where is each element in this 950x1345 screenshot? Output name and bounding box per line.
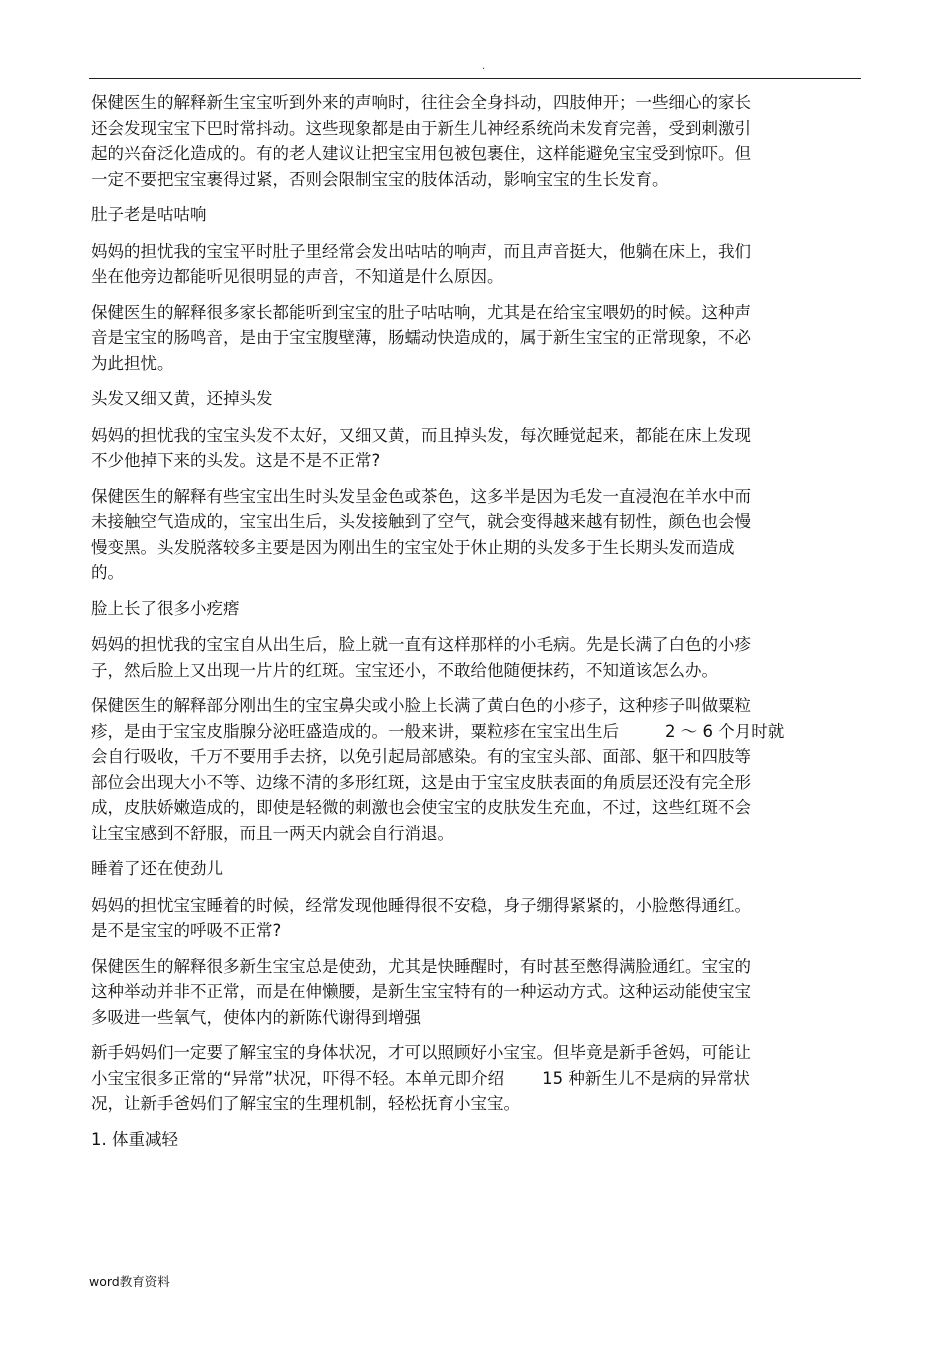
section-heading: 睡着了还在使劲儿	[91, 859, 223, 878]
text-line: 这种举动并非不正常，而是在伸懒腰，是新生宝宝特有的一种运动方式。这种运动能使宝宝	[91, 982, 751, 1001]
paragraph	[91, 1040, 831, 1117]
section-heading: 肚子老是咕咕响	[91, 205, 207, 224]
text-line: 是不是宝宝的呼吸不正常?	[91, 921, 282, 940]
text-line	[91, 719, 831, 745]
paragraph	[91, 954, 831, 1031]
text-line: 新手妈妈们一定要了解宝宝的身体状况，才可以照顾好小宝宝。但毕竟是新手爸妈，可能让	[91, 1043, 751, 1062]
text-line: 还会发现宝宝下巴时常抖动。这些现象都是由于新生儿神经系统尚未发育完善，受到刺激引	[91, 118, 751, 138]
paragraph	[91, 300, 831, 377]
text-line: 妈妈的担忧我的宝宝平时肚子里经常会发出咕咕的响声，而且声音挺大，他躺在床上，我们	[91, 241, 751, 261]
text-segment: 15 种新生儿不是病的异常状	[542, 1068, 750, 1088]
text-line: 妈妈的担忧宝宝睡着的时候，经常发现他睡得很不安稳，身子绷得紧紧的，小脸憋得通红。	[91, 895, 751, 915]
paragraph	[91, 693, 831, 846]
text-line: 妈妈的担忧我的宝宝头发不太好，又细又黄，而且掉头发，每次睡觉起来，都能在床上发现	[91, 425, 751, 445]
text-line: 为此担忧。	[91, 353, 174, 373]
section-heading: 脸上长了很多小疙瘩	[91, 598, 240, 618]
paragraph	[91, 484, 831, 586]
header-mark: .	[482, 61, 486, 72]
text-segment: 疹，是由于宝宝皮脂腺分泌旺盛造成的。一般来讲，粟粒疹在宝宝出生后	[91, 721, 619, 741]
text-line: 慢变黑。头发脱落较多主要是因为刚出生的宝宝处于休止期的头发多于生长期头发而造成	[91, 537, 735, 557]
paragraph	[91, 893, 831, 944]
text-line: 保健医生的解释新生宝宝听到外来的声响时，往往会全身抖动，四肢伸开；一些细心的家长	[91, 93, 751, 112]
text-line: 会自行吸收，千万不要用手去挤，以免引起局部感染。有的宝宝头部、面部、躯干和四肢等	[91, 747, 751, 766]
text-line: 保健医生的解释有些宝宝出生时头发呈金色或茶色，这多半是因为毛发一直浸泡在羊水中而	[91, 486, 751, 506]
text-line: 部位会出现大小不等、边缘不清的多形红斑，这是由于宝宝皮肤表面的角质层还没有完全形	[91, 772, 751, 792]
text-segment: 2 ～ 6 个月时就	[665, 721, 785, 741]
text-line: 未接触空气造成的，宝宝出生后，头发接触到了空气，就会变得越来越有韧性，颜色也会慢	[91, 512, 751, 531]
text-line: 保健医生的解释很多家长都能听到宝宝的肚子咕咕响，尤其是在给宝宝喂奶的时候。这种声	[91, 302, 751, 322]
footer-text: word教育资料	[89, 1274, 170, 1289]
section-heading: 1. 体重减轻	[91, 1129, 178, 1149]
text-line: 多吸进一些氧气，使体内的新陈代谢得到增强	[91, 1007, 421, 1027]
text-line: 成，皮肤娇嫩造成的，即使是轻微的刺激也会使宝宝的皮肤发生充血，不过，这些红斑不会	[91, 798, 751, 817]
text-line: 不少他掉下来的头发。这是不是不正常?	[91, 451, 381, 470]
text-line: 子，然后脸上又出现一片片的红斑。宝宝还小，不敢给他随便抹药，不知道该怎么办。	[91, 660, 718, 680]
paragraph	[91, 90, 831, 192]
section-heading: 头发又细又黄，还掉头发	[91, 389, 273, 408]
text-line: 保健医生的解释部分刚出生的宝宝鼻尖或小脸上长满了黄白色的小疹子，这种疹子叫做粟粒	[91, 696, 751, 715]
text-line: 的。	[91, 563, 124, 582]
document-body	[91, 90, 831, 1163]
text-line: 保健医生的解释很多新生宝宝总是使劲，尤其是快睡醒时，有时甚至憋得满脸通红。宝宝的	[91, 956, 751, 976]
text-line: 让宝宝感到不舒服，而且一两天内就会自行消退。	[91, 823, 454, 843]
paragraph	[91, 239, 831, 290]
text-segment: 小宝宝很多正常的“异常”状况，吓得不轻。本单元即介绍	[91, 1068, 505, 1088]
header-rule	[89, 78, 861, 79]
text-line: 坐在他旁边都能听见很明显的声音，不知道是什么原因。	[91, 267, 504, 286]
text-line: 况，让新手爸妈们了解宝宝的生理机制，轻松抚育小宝宝。	[91, 1094, 520, 1113]
paragraph	[91, 423, 831, 474]
paragraph	[91, 632, 831, 683]
text-line	[91, 1066, 831, 1092]
text-line: 妈妈的担忧我的宝宝自从出生后，脸上就一直有这样那样的小毛病。先是长满了白色的小疹	[91, 635, 751, 654]
text-line: 一定不要把宝宝裹得过紧，否则会限制宝宝的肢体活动，影响宝宝的生长发育。	[91, 169, 669, 189]
text-line: 音是宝宝的肠鸣音，是由于宝宝腹壁薄，肠蠕动快造成的，属于新生宝宝的正常现象，不必	[91, 328, 751, 347]
text-line: 起的兴奋泛化造成的。有的老人建议让把宝宝用包被包裹住，这样能避免宝宝受到惊吓。但	[91, 144, 751, 163]
